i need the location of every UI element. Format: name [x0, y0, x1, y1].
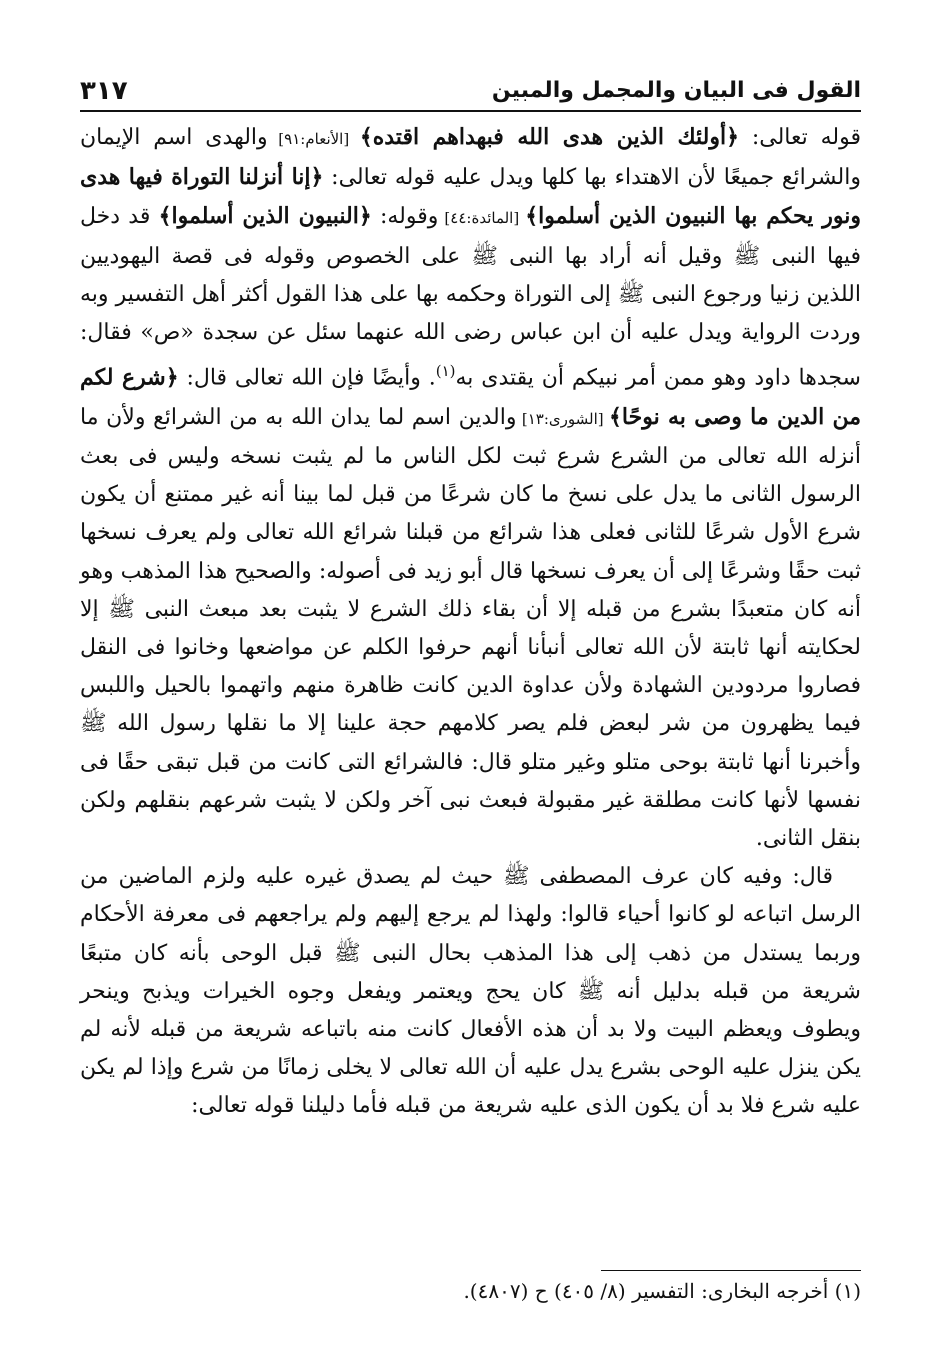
verse-reference: [المائدة:٤٤] — [438, 209, 526, 228]
running-title: القول فى البيان والمجمل والمبين — [491, 78, 861, 103]
paragraph-2: قال: وفيه كان عرف المصطفى ﷺ حيث لم يصدق غيره عليه ولزم الماضين من الرسل اتباعه لو كانوا أحياء قالوا: ولهذا لم يرجع إليهم ولم يراجعهم فى معرفة الأحكام وربما يستدل من ذهب إلى هذا المذهب بحال النبى ﷺ قبل الوحى بأنه كان متبعًا شريعة من قبله بدليل أنه ﷺ كان يحج ويعتمر ويفعل وجوه الخيرات ويذبح وينحر ويطوف ويعظم البيت ولا بد أن هذه الأفعال كانت منه باتباعه شريعة من قبله لأنه لم يكن ينزل عليه الوحى بشرع يدل عليه أن الله تعالى لا يخلى زمانًا من شرع وإذا لم يكن عليه شرع فلا بد أن يكون الذى عليه شريعة من قبله فأما دليلنا قوله تعالى: — [80, 864, 861, 1119]
quran-verse: ﴿أولئك الذين هدى الله فبهداهم اقتده﴾ — [359, 124, 739, 150]
footnote-divider — [601, 1270, 861, 1271]
text-segment: . وأيضًا فإن الله تعالى قال: — [178, 365, 436, 391]
page-header — [80, 70, 861, 106]
text-segment: قد دخل فيها النبى ﷺ وقيل أنه أراد بها النبى ﷺ على الخصوص وقوله فى قصة اليهوديين اللذين زنيا ورجوع النبى ﷺ إلى التوراة وحكمه بها على هذا القول أكثر أهل التفسير وبه وردت الرواية ويدل عليه أن ابن عباس رضى الله عنهما سئل عن سجدة «ص» فقال: سجدها داود وهو ممن أمر نبيكم أن يقتدى به — [80, 204, 861, 391]
quran-verse: ﴿شرع لكم من الدين ما وصى به نوحًا﴾ — [80, 364, 862, 430]
quran-verse: ﴿النبيون الذين أسلموا﴾ — [158, 203, 372, 230]
text-segment: قوله تعالى: — [738, 125, 862, 150]
paragraph-1 — [80, 118, 861, 858]
verse-reference: [الأنعام:٩١] — [267, 130, 360, 148]
page-number: ٣١٧ — [80, 76, 128, 106]
header-divider — [80, 110, 861, 112]
text-segment: وقوله: — [371, 204, 439, 230]
main-text — [80, 118, 861, 1126]
footnote-marker[interactable]: (١) — [435, 362, 456, 381]
text-segment: والدين اسم لما يدان الله به من الشرائع ولأن ما أنزله الله تعالى من الشرع شرع ثبت لكل الناس ما لم يثبت نسخه وليس فى بعث الرسول الثانى ما يدل على نسخ ما كان شرعًا من قبل لما بينا أنه غير ممتنع أن يكون شرع الأول شرعًا للثانى فعلى هذا شرائع من قبلنا شرائع الله تعالى ولم يعرف نسخها ثبت حقًا وشرعًا إلى أن يعرف نسخها قال أبو زيد فى أصوله: والصحيح هذا المذهب وهو أنه كان متعبدًا بشرع من قبله إلا أن بقاء ذلك الشرع لا يثبت بعد مبعث النبى ﷺ إلا لحكايته أنها ثابتة لأن الله تعالى أنبأنا أنهم حرفوا الكلم عن مواضعها وخانوا فى النقل فصاروا مردودين الشهادة ولأن عداوة الدين كانت ظاهرة منهم واتهموا بالحيل واللبس فيما يظهرون من شر لبعض فلم يصر كلامهم حجة علينا إلا ما نقلها رسول الله ﷺ وأخبرنا أنها ثابتة بوحى متلو وغير متلو قال: فالشرائع التى كانت من قبل تبقى حقًا فى نفسها لأنها كانت مطلقة غير مقبولة فبعث نبى آخر ولكن لا يثبت شرعهم بنقلهم ولكن بنقل الثانى. — [80, 404, 861, 851]
text-segment: والهدى اسم الإيمان والشرائع جميعًا لأن الاهتداء بها كلها ويدل عليه قوله تعالى: — [80, 125, 861, 191]
quran-verse: ﴿إنا أنزلنا التوراة فيها هدى ونور يحكم بها النبيون الذين أسلموا﴾ — [80, 164, 861, 230]
verse-reference: [الشورى:١٣] — [516, 409, 610, 428]
footnote: (١) أخرجه البخارى: التفسير (٨/ ٤٠٥) ح (٤٨٠٧). — [463, 1279, 861, 1303]
